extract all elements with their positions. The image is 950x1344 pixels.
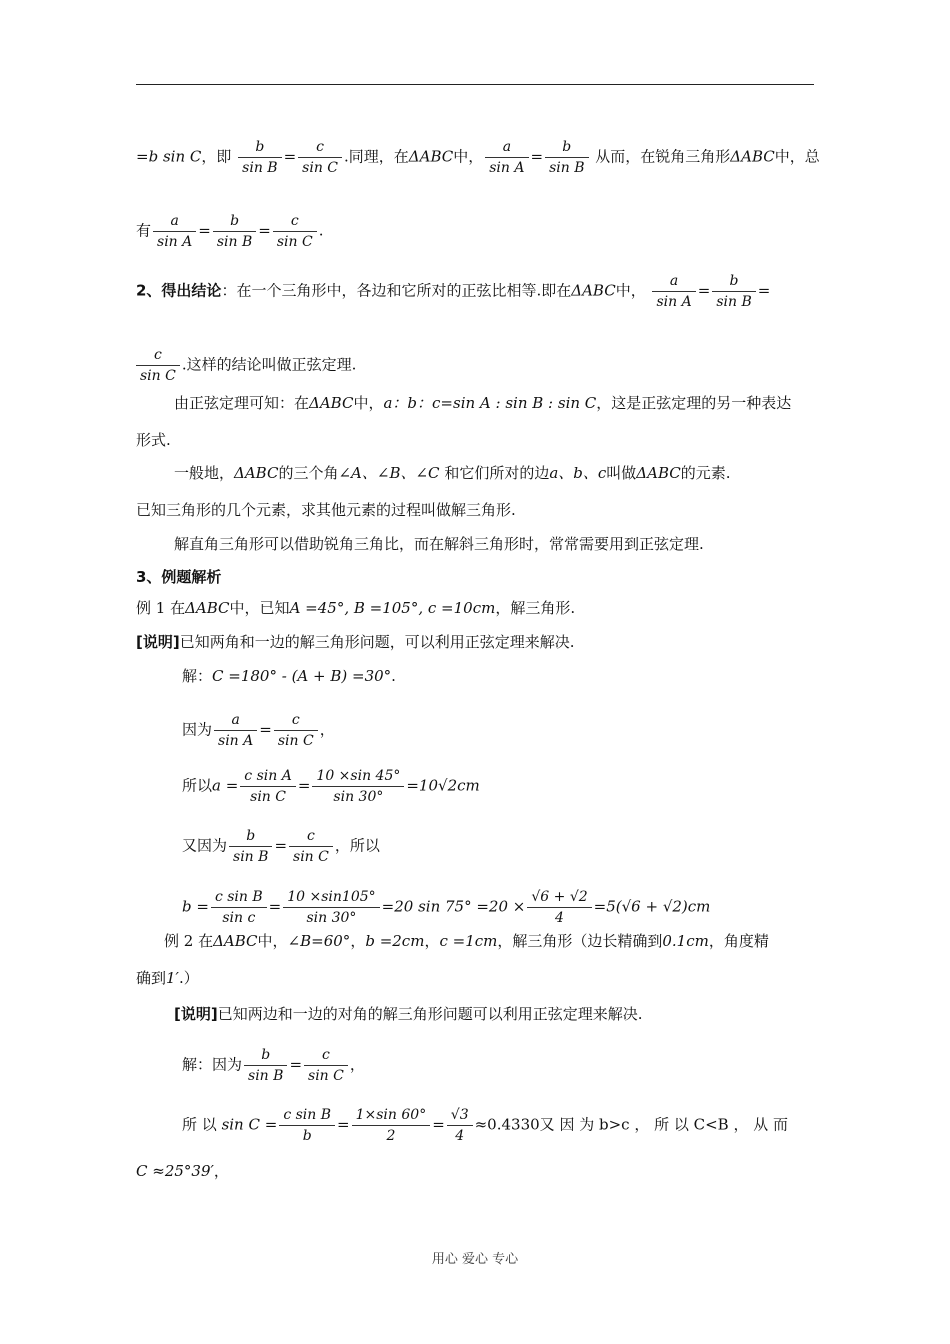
fraction: $\frac{b}{\text{sin B}}$ xyxy=(545,137,588,178)
text-line: 所 以 sin C = $\frac{\text{c sin B}}{b}$ = $\frac{1\times\sin 60^\circ}{2}$ = $\frac{√3}{4}$ ≈0.4330又 因 为 b>c ， 所 以 C<B ， 从 而 xyxy=(182,1107,788,1144)
fraction: $\frac{10 \times\sin 105^\circ}{\sin 30^\circ}$ xyxy=(283,887,379,928)
fraction: $\frac{c}{\text{sin C}}$ xyxy=(304,1045,348,1086)
text-line: 所以a = $\frac{\text{c sin A}}{\text{sin C}}$ = $\frac{10 \times\sin 45^\circ}{\sin 30^\circ}$ =10√2cm xyxy=(182,768,480,805)
fraction: $\frac{b}{\text{sin B}}$ xyxy=(238,137,281,178)
text-line: 解直角三角形可以借助锐角三角比，而在解斜三角形时，常常需要用到正弦定理. xyxy=(174,535,704,553)
section-heading: 2、得出结论 xyxy=(136,281,222,300)
fraction: $\frac{c}{\text{sin C}}$ xyxy=(298,137,342,178)
text-line: 解：C =180° - (A + B) =30°. xyxy=(182,667,396,685)
text-line: [说明]已知两边和一边的对角的解三角形问题可以利用正弦定理来解决. xyxy=(174,1005,643,1023)
fraction: $\frac{1\times\sin 60^\circ}{2}$ xyxy=(352,1105,431,1146)
text-line: 由正弦定理可知：在ΔABC中，a：b：c=sin A : sin B : sin C，这是正弦定理的另一种表达 xyxy=(174,394,792,412)
text-line: C ≈25°39′， xyxy=(136,1162,229,1180)
page-footer: 用心 爱心 专心 xyxy=(431,1252,519,1267)
fraction: $\frac{10 \times\sin 45^\circ}{\sin 30^\circ}$ xyxy=(312,766,404,807)
fraction: $\frac{c}{\text{sin C}}$ xyxy=(136,345,180,386)
text-line: 一般地，ΔABC的三个角∠A、∠B、∠C 和它们所对的边a、b、c叫做ΔABC的元素. xyxy=(174,464,731,482)
text-line: 因为 $\frac{a}{\text{sin A}}$ = $\frac{c}{\text{sin C}}$ ， xyxy=(182,712,335,749)
fraction: $\frac{\text{c sin B}}{\text{sin c}}$ xyxy=(211,887,267,928)
fraction: $\frac{b}{\text{sin B}}$ xyxy=(712,271,755,312)
text-line: $\frac{c}{\text{sin C}}$ .这样的结论叫做正弦定理. xyxy=(136,345,356,386)
fraction: $\frac{b}{\text{sin B}}$ xyxy=(244,1045,287,1086)
fraction: $\frac{√3}{4}$ xyxy=(447,1105,473,1146)
text-line: 例 1 在ΔABC中，已知A =45°, B =105°, c =10cm，解三角形. xyxy=(136,599,576,617)
text-line: =b sin C，即 $\frac{b}{\text{sin B}}$ = $\frac{c}{\text{sin C}}$ .同理，在ΔABC中， $\frac{a}{\text{sin A}}$ = $\frac{b}{\text{sin B}}$ 从而，在锐角三角形ΔABC中，总 xyxy=(136,139,820,176)
fraction: $\frac{b}{\text{sin B}}$ xyxy=(229,826,272,867)
fraction: $\frac{c}{\text{sin C}}$ xyxy=(273,211,317,252)
text-line: 解：因为 $\frac{b}{\text{sin B}}$ = $\frac{c}{\text{sin C}}$ ， xyxy=(182,1047,365,1084)
text-line: 形式. xyxy=(136,431,171,449)
fraction: $\frac{a}{\text{sin A}}$ xyxy=(214,710,257,751)
fraction: $\frac{c}{\text{sin C}}$ xyxy=(274,710,318,751)
text-line: b = $\frac{\text{c sin B}}{\text{sin c}}$ = $\frac{10 \times\sin 105^\circ}{\sin 30^\circ}$ =20 sin 75° =20 × $\frac{√6 + √2}{4}$ =5(√6 + √2)cm xyxy=(182,889,711,926)
fraction: $\frac{a}{\text{sin A}}$ xyxy=(485,137,528,178)
fraction: $\frac{\text{c sin A}}{\text{sin C}}$ xyxy=(240,766,296,807)
text-line: 例 2 在ΔABC中，∠B=60°，b =2cm，c =1cm，解三角形（边长精确到0.1cm，角度精 xyxy=(164,932,769,950)
fraction: $\frac{\text{c sin B}}{b}$ xyxy=(279,1105,335,1146)
fraction: $\frac{c}{\text{sin C}}$ xyxy=(289,826,333,867)
fraction: $\frac{a}{\text{sin A}}$ xyxy=(153,211,196,252)
header-rule xyxy=(136,84,814,85)
text-line: 又因为 $\frac{b}{\text{sin B}}$ = $\frac{c}{\text{sin C}}$ ，所以 xyxy=(182,828,380,865)
fraction: $\frac{a}{\text{sin A}}$ xyxy=(652,271,695,312)
text-line: [说明]已知两角和一边的解三角形问题，可以利用正弦定理来解决. xyxy=(136,633,575,651)
section-heading: 3、例题解析 xyxy=(136,568,222,586)
text-line: 已知三角形的几个元素，求其他元素的过程叫做解三角形. xyxy=(136,501,516,519)
text-line: 2、得出结论：在一个三角形中，各边和它所对的正弦比相等.即在ΔABC中， $\frac{a}{\text{sin A}}$ = $\frac{b}{\text{sin B}}$ = xyxy=(136,273,771,310)
text-line: 确到1′.） xyxy=(136,969,199,987)
text-line: 有 $\frac{a}{\text{sin A}}$ = $\frac{b}{\text{sin B}}$ = $\frac{c}{\text{sin C}}$ . xyxy=(136,213,324,250)
fraction: $\frac{b}{\text{sin B}}$ xyxy=(213,211,256,252)
fraction: $\frac{√6 + √2}{4}$ xyxy=(527,887,591,928)
